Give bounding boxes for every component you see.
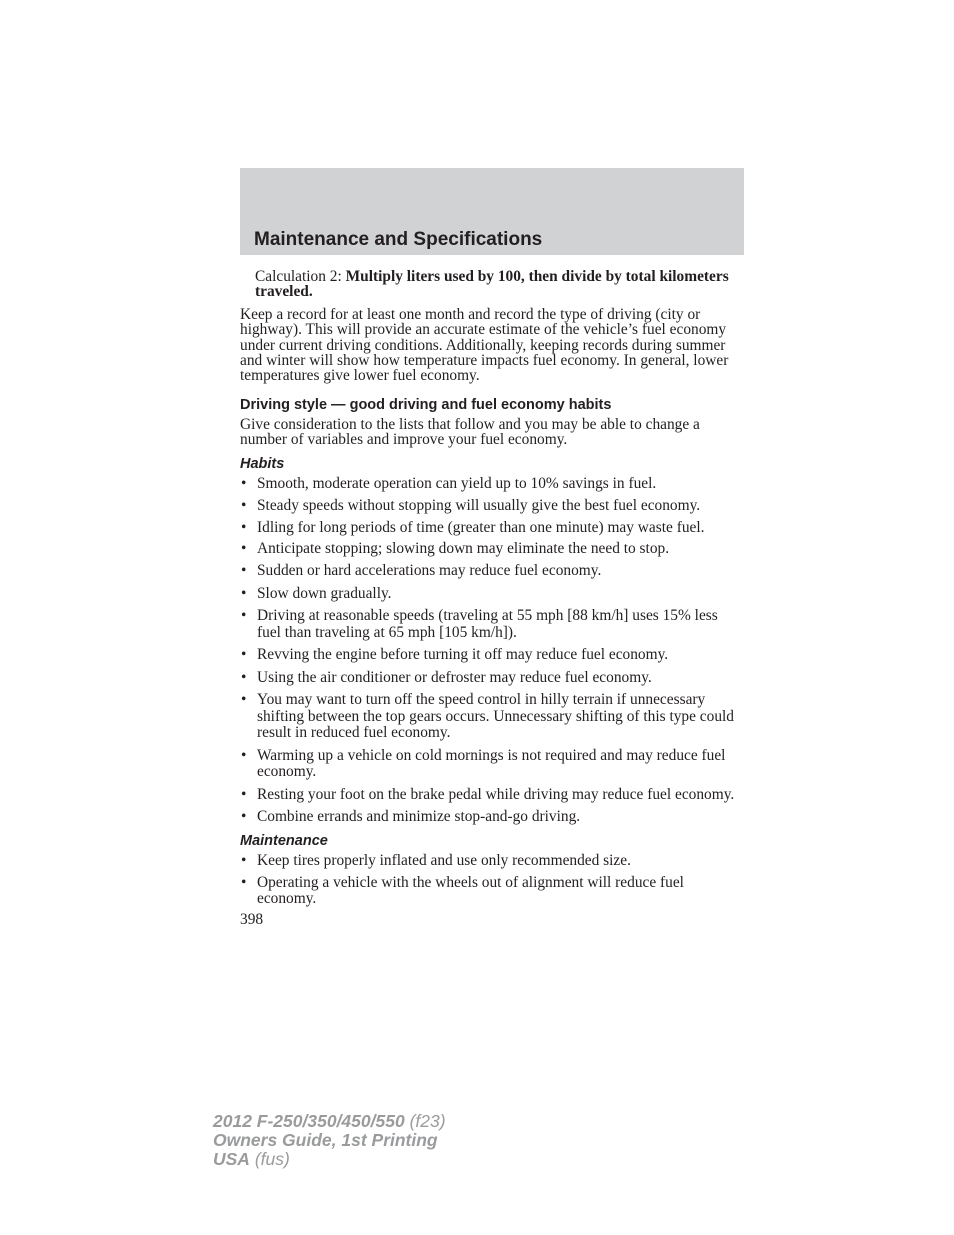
intro-paragraph: Keep a record for at least one month and record the type of driving (city or highway). This will provide an accurate estimate of the vehicle’s fuel economy under current driving conditions. Additionally, keeping records during summer and winter will show how temperature impacts fuel economy. In general, lower temperatures give lower fuel economy. [240,305,729,385]
driving-style-paragraph: Give consideration to the lists that follow and you may be able to change a number of variables and improve your fuel economy. [240,415,700,449]
bullet-icon: • [241,518,247,536]
bullet-icon: • [241,562,247,580]
document-footer [213,1112,446,1169]
footer-guide-line: Owners Guide, 1st Printing [213,1130,438,1150]
list-item: • Slow down gradually. [241,584,392,602]
habits-list [240,476,744,826]
list-item: • Combine errands and minimize stop-and-go driving. [241,808,581,826]
bullet-icon: • [241,646,247,664]
list-item: • Resting your foot on the brake pedal while driving may reduce fuel economy. [241,785,735,803]
list-item: • Driving at reasonable speeds (traveling at 55 mph [88 km/h] uses 15% less fuel than traveling at 65 mph [105 km/h]). [241,607,718,641]
bullet-icon: • [241,851,247,869]
calculation-line [240,269,744,300]
footer-region-line: USA (fus) [213,1149,290,1169]
page-number: 398 [240,911,264,929]
list-item: • Revving the engine before turning it off may reduce fuel economy. [241,646,669,664]
bullet-icon: • [241,539,247,557]
list-item: • Warming up a vehicle on cold mornings is not required and may reduce fuel economy. [241,746,726,781]
bullet-icon: • [241,746,247,764]
list-item: • Using the air conditioner or defroster may reduce fuel economy. [241,668,652,686]
list-item: • Steady speeds without stopping will usually give the best fuel economy. [241,497,701,515]
list-item: • Keep tires properly inflated and use only recommended size. [241,851,631,869]
list-item: • You may want to turn off the speed control in hilly terrain if unnecessary shifting between the top gears occurs. Unnecessary shifting of this type could result in reduced fuel economy. [241,691,734,742]
habits-heading: Habits [240,455,285,472]
section-header-band [240,168,744,255]
page-content [240,269,744,928]
list-item: • Smooth, moderate operation can yield up to 10% savings in fuel. [241,474,657,492]
bullet-icon: • [241,584,247,602]
list-item: • Operating a vehicle with the wheels out of alignment will reduce fuel economy. [241,874,684,907]
bullet-icon: • [241,691,247,709]
bullet-icon: • [241,808,247,826]
bullet-icon: • [241,474,247,492]
section-title: Maintenance and Specifications [254,229,543,250]
maintenance-list [240,853,744,906]
bullet-icon: • [241,668,247,686]
list-item: • Sudden or hard accelerations may reduce fuel economy. [241,562,602,580]
footer-model-line: 2012 F-250/350/450/550 (f23) [213,1111,446,1131]
driving-style-heading: Driving style — good driving and fuel economy habits [240,396,612,413]
bullet-icon: • [241,497,247,515]
list-item: • Anticipate stopping; slowing down may eliminate the need to stop. [241,539,670,557]
maintenance-heading: Maintenance [240,832,328,849]
calculation-label: Calculation 2: [255,268,346,285]
calculation-instruction: Multiply liters used by 100, then divide by total kilometers traveled. [255,268,729,301]
bullet-icon: • [241,785,247,803]
bullet-icon: • [241,874,247,892]
bullet-icon: • [241,607,247,625]
list-item: • Idling for long periods of time (greater than one minute) may waste fuel. [241,518,705,536]
